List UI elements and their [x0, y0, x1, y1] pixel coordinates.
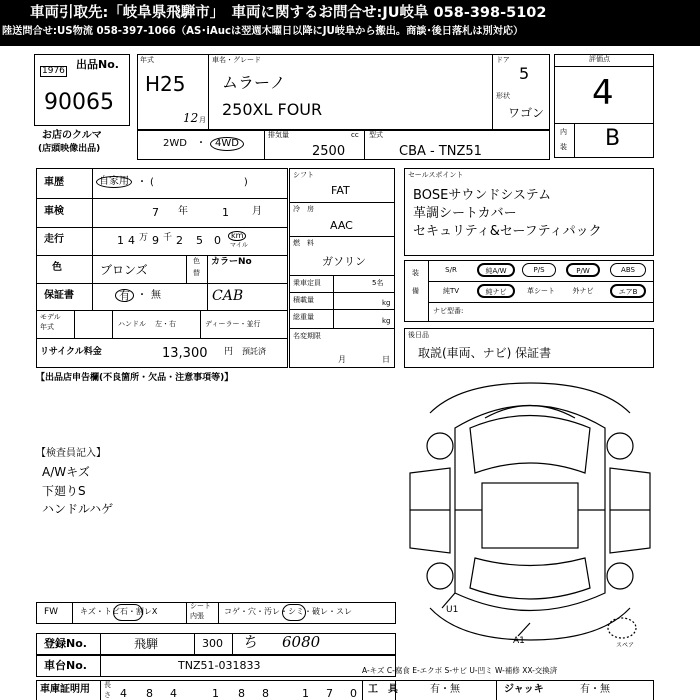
- sales-point-3: セキュリティ&セーフティパック: [413, 224, 602, 239]
- chassis-label: 車台No.: [44, 659, 87, 672]
- warranty-yes: 有: [115, 289, 134, 302]
- inspector-line-2: 下廻りS: [42, 484, 86, 498]
- tools-value: 有・無: [430, 684, 460, 695]
- drive-2wd: 2WD: [163, 138, 187, 149]
- lot-code: 1976: [42, 66, 65, 76]
- color-no-value: CAB: [212, 288, 244, 304]
- capacity-value: 5名: [372, 279, 384, 287]
- later-text: 取説(車両、ナビ) 保証書: [418, 346, 552, 360]
- model-value: CBA - TNZ51: [399, 144, 482, 159]
- name-label: 車名・グレード: [212, 56, 261, 64]
- sales-point-1: BOSEサウンドシステム: [413, 188, 552, 203]
- interior-label-1: 内: [560, 128, 567, 136]
- shop-line-1: お店のクルマ: [42, 130, 102, 141]
- jack-value: 有・無: [580, 684, 610, 695]
- diagram-a1: A1: [513, 636, 525, 646]
- drive-4wd: 4WD: [210, 137, 244, 151]
- registration-kana: ち: [242, 633, 258, 651]
- door-count: 5: [519, 64, 530, 83]
- equip-pw: P/W: [566, 263, 600, 277]
- equip-airbag: エアB: [610, 284, 646, 298]
- tools-label: 工 具: [368, 684, 398, 695]
- registration-number: 6080: [282, 633, 321, 651]
- fw-items: キズ・トビ石・割レX: [80, 607, 158, 616]
- year-label: 年式: [140, 56, 154, 64]
- header-line-1: 車両引取先:「岐阜県飛騨市」 車両に関するお問合せ:JU岐阜 058-398-5102: [30, 5, 547, 21]
- navi-label: ナビ型番:: [433, 307, 464, 315]
- equip-navi: 純ナビ: [477, 284, 515, 298]
- equip-ps: P/S: [522, 263, 556, 277]
- inspection-label: 車検: [44, 206, 64, 217]
- month-unit: 月: [199, 116, 206, 124]
- registration-class: 300: [202, 637, 223, 650]
- diagram-spare: スペア: [616, 642, 635, 649]
- inspector-label: 【検査員記入】: [36, 448, 106, 459]
- equip-aw: 純A/W: [477, 263, 515, 277]
- score-label: 評価点: [589, 55, 610, 63]
- cc-value: 2500: [312, 144, 346, 159]
- registration-label: 登録No.: [44, 637, 87, 650]
- sales-point-2: 革調シートカバー: [413, 206, 517, 221]
- inspector-line-3: ハンドルハゲ: [42, 502, 114, 516]
- inspection-month: 1: [222, 206, 229, 219]
- diagram-u1: U1: [446, 605, 459, 615]
- car-body-diagram: [400, 378, 660, 648]
- mileage-km: km: [228, 231, 246, 241]
- registration-area: 飛騨: [134, 637, 159, 651]
- color-no-label: カラーNo: [211, 257, 252, 267]
- equip-tv: 純TV: [442, 287, 460, 295]
- jack-label: ジャッキ: [504, 684, 544, 695]
- inspection-year: 7: [152, 206, 159, 219]
- score-value: 4: [592, 73, 614, 113]
- lot-label: 出品No.: [76, 58, 119, 71]
- shop-line-2: (店頭映像出品): [38, 144, 101, 154]
- ac-value: AAC: [330, 219, 353, 232]
- car-grade: 250XL FOUR: [222, 100, 323, 119]
- shift-value: FAT: [331, 184, 350, 197]
- notes-header: 【出品店申告欄(不良箇所・欠品・注意事項等)】: [36, 373, 234, 383]
- cc-unit: cc: [351, 131, 359, 139]
- model-label: 型式: [369, 131, 383, 139]
- recycle-value: 13,300: [162, 346, 208, 361]
- inspector-line-1: A/Wキズ: [42, 465, 90, 479]
- chassis-value: TNZ51-031833: [178, 659, 261, 672]
- shape-label: 形状: [496, 92, 510, 100]
- cert-label: 車庫証明用: [40, 684, 90, 695]
- history-label: 車歴: [44, 177, 64, 188]
- interior-label-2: 装: [560, 143, 567, 151]
- warranty-label: 保証書: [44, 290, 74, 301]
- fuel-value: ガソリン: [322, 255, 366, 268]
- color-label: 色: [52, 262, 62, 273]
- color-value: ブロンズ: [100, 263, 148, 277]
- equip-leather: 革シート: [527, 287, 555, 295]
- history-private: 自家用: [96, 176, 132, 188]
- year-era: H25: [145, 72, 186, 96]
- door-label: ドア: [496, 56, 510, 64]
- year-month: 12: [183, 111, 199, 125]
- shape-value: ワゴン: [508, 106, 545, 120]
- mileage-mile: マイル: [230, 242, 248, 249]
- equip-sr: S/R: [445, 266, 457, 274]
- recycle-label: リサイクル料金: [40, 347, 102, 357]
- history-paren: ( ): [150, 177, 248, 188]
- equip-ext-navi: 外ナビ: [572, 287, 594, 295]
- cc-label: 排気量: [268, 131, 289, 139]
- equip-abs: ABS: [610, 263, 646, 277]
- damage-legend: A-キズ C-腐食 E-エクボ S-サビ U-凹ミ W-補修 XX-交換済: [362, 666, 558, 675]
- header-line-2: 陸送問合せ:US物流 058-397-1066（AS･iAucは翌週木曜日以降にJU岐阜から搬出。商談･後日落札は別対応）: [2, 26, 524, 37]
- car-name: ムラーノ: [222, 73, 286, 92]
- warranty-no: 無: [151, 290, 161, 301]
- seat-items: コゲ・穴・汚レ・シミ・破レ・スレ: [224, 607, 352, 616]
- lot-number: 90065: [44, 90, 114, 115]
- mileage-label: 走行: [44, 234, 64, 245]
- interior-value: B: [605, 126, 621, 151]
